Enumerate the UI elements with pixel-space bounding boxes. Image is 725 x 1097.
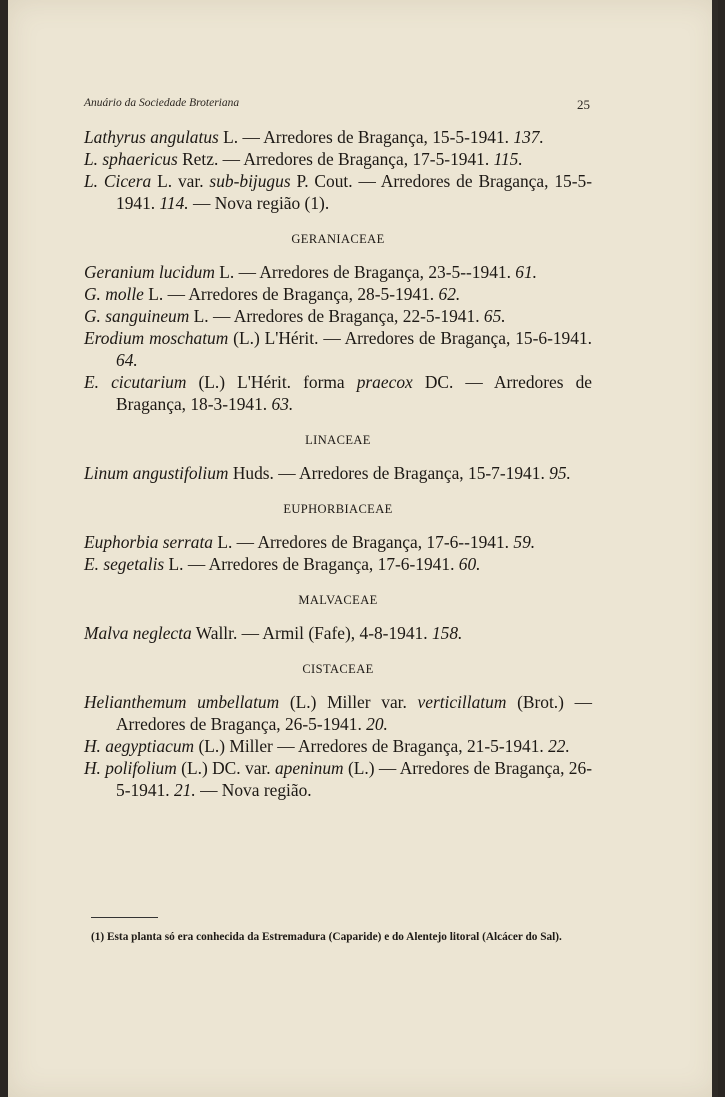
entry-text: — Nova região (1). <box>188 193 330 213</box>
book-page <box>8 0 718 1097</box>
entry-text: L. — Arredores de Bragança, 28-5-1941. <box>143 284 439 304</box>
taxon-name: Helianthemum umbellatum <box>84 692 280 712</box>
taxon-name: Erodium moschatum <box>84 328 229 348</box>
specimen-number: 60. <box>458 554 481 574</box>
species-entry <box>84 757 592 801</box>
entry-text: DC. — Arredores de Bragança, 18-3-1941. <box>116 372 592 414</box>
specimen-number: 61. <box>515 262 538 282</box>
variety-name: verticillatum <box>417 692 507 712</box>
entry-text: (Brot.) — Arredores de Bragança, 26-5-1941. <box>116 692 592 734</box>
running-title: Anuário da Sociedade Broteriana <box>84 97 240 109</box>
species-entry <box>84 126 592 148</box>
family-heading: EUPHORBIACEAE <box>283 502 393 516</box>
family-heading: MALVACEAE <box>298 593 378 607</box>
entry-text: Wallr. — Armil (Fafe), 4-8-1941. <box>191 623 432 643</box>
taxon-name: L. Cicera <box>84 171 152 191</box>
taxon-name: L. sphaericus <box>84 149 178 169</box>
taxon-name: H. aegyptiacum <box>84 736 195 756</box>
specimen-number: 63. <box>271 394 294 414</box>
species-list <box>84 126 592 801</box>
specimen-number: 62. <box>438 284 461 304</box>
entry-text: L. var. <box>151 171 210 191</box>
family-heading: CISTACEAE <box>302 662 374 676</box>
specimen-number: 115. <box>493 149 523 169</box>
entry-text: (L.) Miller — Arredores de Bragança, 21-5-1941. <box>194 736 549 756</box>
entry-text: L. — Arredores de Bragança, 17-6--1941. <box>213 532 514 552</box>
entry-text: L. — Arredores de Bragança, 15-5-1941. <box>218 127 514 147</box>
specimen-number: 64. <box>116 350 138 370</box>
specimen-number: 137. <box>513 127 544 147</box>
specimen-number: 22. <box>548 736 570 756</box>
specimen-number: 114. <box>159 193 189 213</box>
taxon-name: Euphorbia serrata <box>84 532 213 552</box>
species-entry <box>84 691 592 735</box>
taxon-name: G. molle <box>84 284 144 304</box>
specimen-number: 21. <box>173 780 196 800</box>
species-entry <box>84 170 592 214</box>
page-number: 25 <box>577 97 590 112</box>
taxon-name: E. cicutarium <box>84 372 187 392</box>
entry-text: L. — Arredores de Bragança, 23-5--1941. <box>214 262 516 282</box>
species-entry <box>84 327 592 371</box>
specimen-number: 20. <box>366 714 388 734</box>
taxon-name: Lathyrus angulatus <box>84 127 219 147</box>
species-entry <box>84 553 592 575</box>
page-edge-shadow <box>712 0 718 1097</box>
entry-text: L. — Arredores de Bragança, 22-5-1941. <box>189 306 484 326</box>
variety-name: apeninum <box>274 758 344 778</box>
entry-text: P. Cout. — Arredores de Bragança, 15-5-1941. <box>116 171 593 213</box>
species-entry <box>84 531 592 553</box>
species-entry <box>84 261 592 283</box>
variety-name: praecox <box>356 372 413 392</box>
variety-name: sub-bijugus <box>209 171 291 191</box>
family-heading: LINACEAE <box>305 433 371 447</box>
entry-text: (L.) Miller var. <box>279 692 418 712</box>
running-head <box>84 97 590 115</box>
footnote: (1) Esta planta só era conhecida da Estremadura (Caparide) e do Alentejo litoral (Alcácer do Sal). <box>91 931 562 943</box>
entry-text: Huds. — Arredores de Bragança, 15-7-1941. <box>228 463 550 483</box>
taxon-name: H. polifolium <box>84 758 177 778</box>
species-entry <box>84 305 592 327</box>
species-entry <box>84 283 592 305</box>
taxon-name: Linum angustifolium <box>84 463 229 483</box>
entry-text: (L.) L'Hérit. forma <box>186 372 357 392</box>
taxon-name: G. sanguineum <box>84 306 190 326</box>
species-entry <box>84 371 592 415</box>
taxon-name: E. segetalis <box>84 554 165 574</box>
specimen-number: 59. <box>513 532 536 552</box>
species-entry <box>84 148 592 170</box>
species-entry <box>84 622 592 644</box>
species-entry <box>84 462 592 484</box>
entry-text: L. — Arredores de Bragança, 17-6-1941. <box>164 554 459 574</box>
specimen-number: 95. <box>549 463 571 483</box>
species-entry <box>84 735 592 757</box>
taxon-name: Malva neglecta <box>84 623 192 643</box>
taxon-name: Geranium lucidum <box>84 262 215 282</box>
entry-text: (L.) L'Hérit. — Arredores de Bragança, 15-6-1941. <box>228 328 592 348</box>
entry-text: — Nova região. <box>195 780 312 800</box>
entry-text: Retz. — Arredores de Bragança, 17-5-1941. <box>177 149 494 169</box>
family-heading: GERANIACEAE <box>291 232 385 246</box>
entry-text: (L.) — Arredores de Bragança, 26-5-1941. <box>116 758 592 800</box>
entry-text: (L.) DC. var. <box>176 758 275 778</box>
specimen-number: 158. <box>431 623 463 643</box>
footnote-rule <box>91 917 158 918</box>
specimen-number: 65. <box>483 306 506 326</box>
